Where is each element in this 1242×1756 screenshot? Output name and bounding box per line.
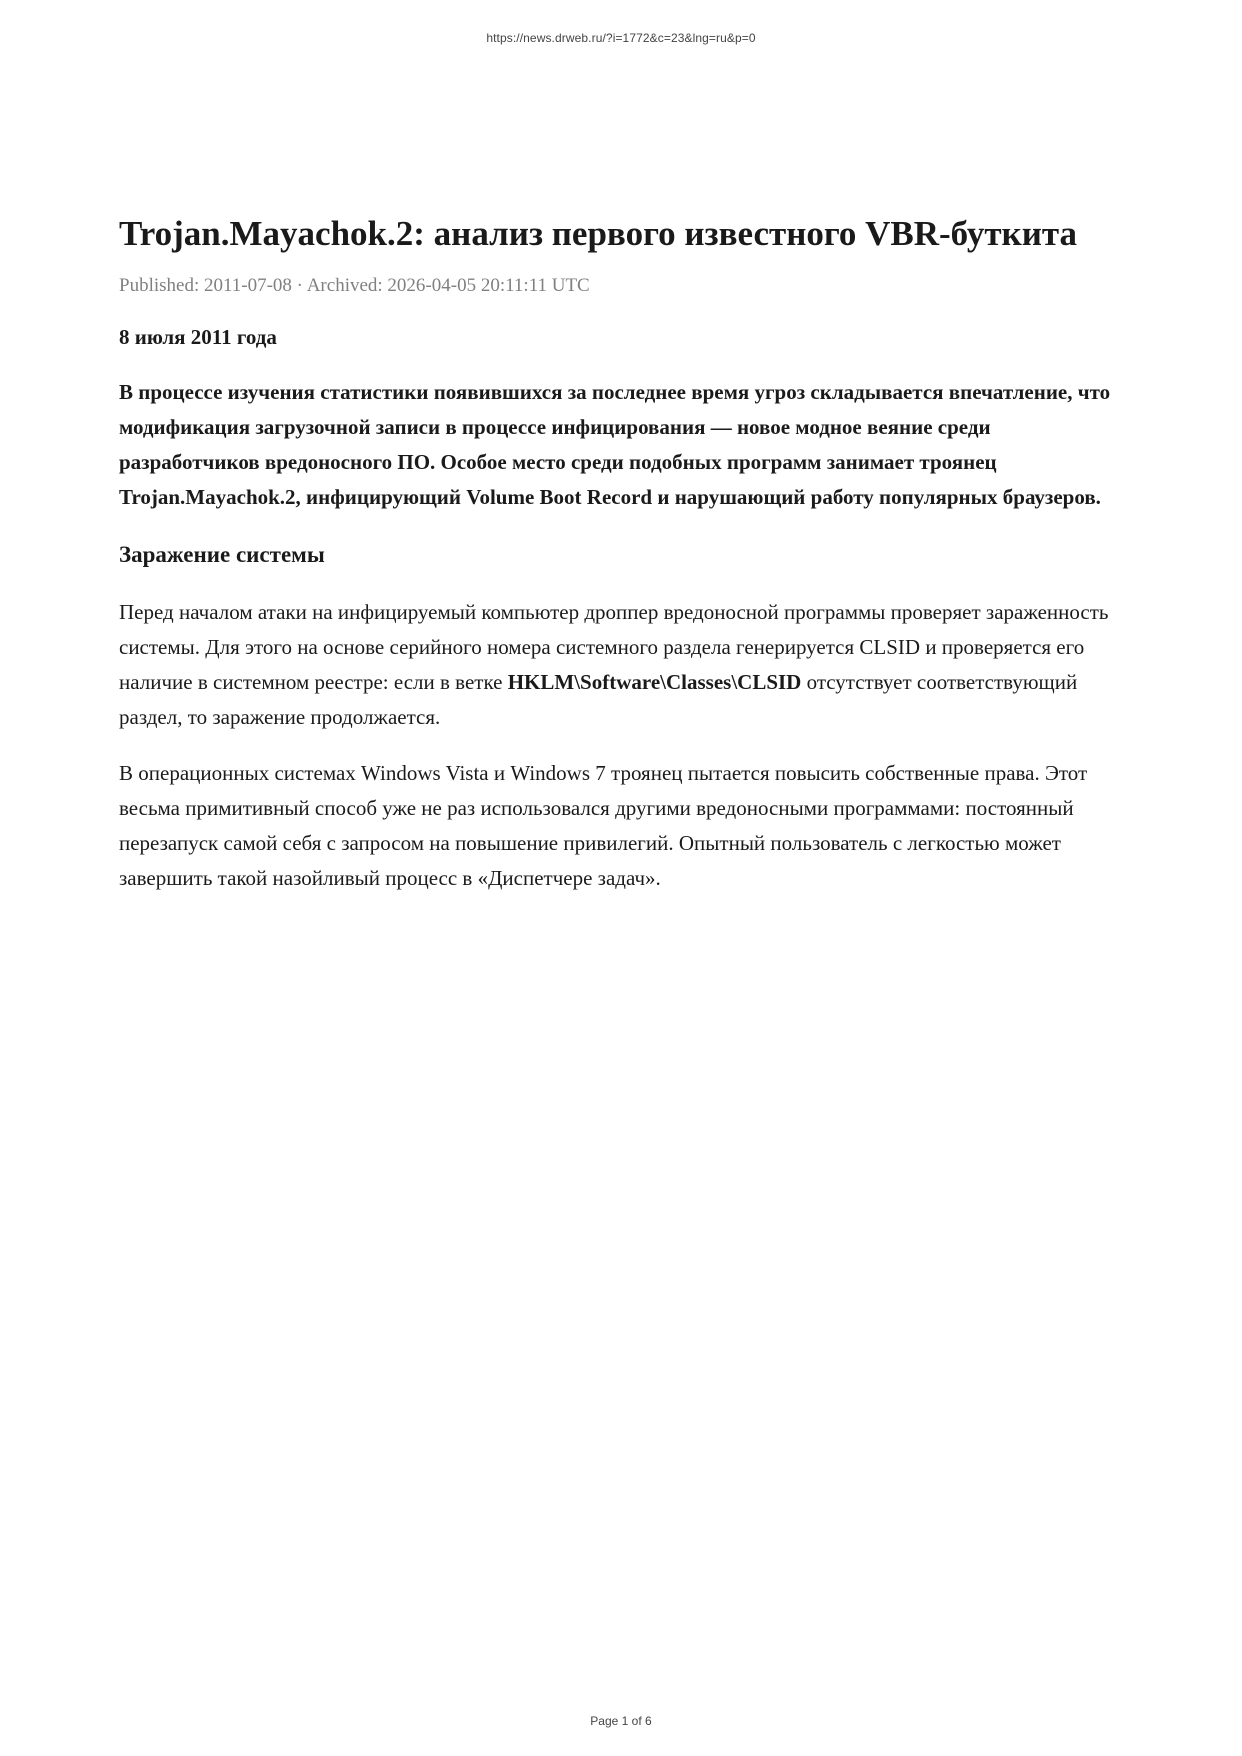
article-lead: В процессе изучения статистики появившихся за последнее время угроз складывается впечатление, что модификация загрузочной записи в процессе инфицирования — новое модное веяние среди разработчиков вредоносного ПО. Особое место среди подобных программ занимает троянец Trojan.Mayachok.2, инфицирующий Volume Boot Record и нарушающий работу популярных браузеров.: [119, 380, 1111, 509]
paragraph-privilege-escalation: В операционных системах Windows Vista и Windows 7 троянец пытается повысить собственные права. Этот весьма примитивный способ уже не раз использовался другими вредоносными программами: постоянный перезапуск самой себя с запросом на повышение привилегий. Опытный пользователь с легкостью может завершить такой назойливый процесс в «Диспетчере задач».: [119, 761, 1088, 890]
section-heading: Заражение системы: [119, 542, 325, 567]
paragraph-text: отсутствует соответствующий раздел, то заражение продолжается.: [119, 670, 1078, 729]
article: [119, 210, 1129, 896]
paragraph-infection-check: [119, 595, 1129, 735]
article-title: Trojan.Mayachok.2: анализ первого известного VBR-буткита: [119, 214, 1077, 253]
article-meta: Published: 2011-07-08 · Archived: 2026-04-05 20:11:11 UTC: [119, 275, 590, 296]
page-number: Page 1 of 6: [590, 1714, 652, 1728]
article-date: 8 июля 2011 года: [119, 325, 277, 349]
paragraph-text: Перед началом атаки на инфицируемый компьютер дроппер вредоносной программы проверяет зараженность системы. Для этого на основе серийного номера системного раздела генерируется CLSID и проверяется его наличие в системном реестре: если в ветке: [119, 600, 1109, 694]
page-url: https://news.drweb.ru/?i=1772&c=23&lng=ru&p=0: [486, 31, 756, 45]
registry-key: HKLM\Software\Classes\CLSID: [507, 670, 802, 694]
